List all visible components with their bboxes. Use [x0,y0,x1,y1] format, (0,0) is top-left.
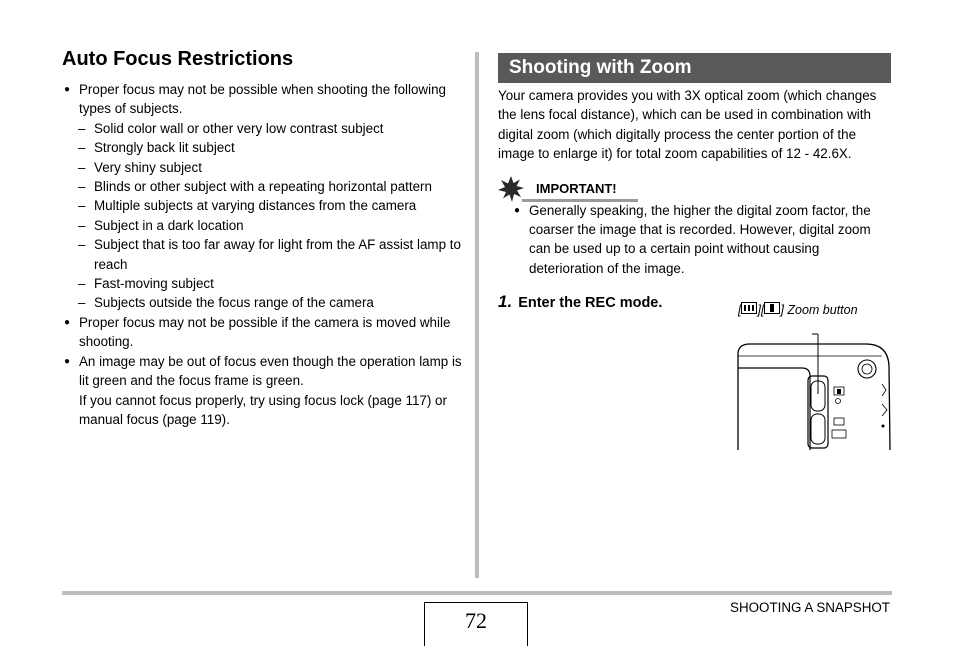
list-item [62,352,462,430]
bullet-text: Proper focus may not be possible when shooting the following types of subjects. [79,82,446,117]
step-text: Enter the REC mode. [518,295,663,311]
left-column [62,46,462,429]
bullet-icon: ● [514,204,521,216]
section-heading-auto-focus: Auto Focus Restrictions [62,48,294,70]
step-1 [498,292,662,312]
section-heading-zoom: Shooting with Zoom [498,53,891,83]
sub-list-item [62,293,462,312]
dash-icon: – [78,276,86,292]
caption-bracket: [ [738,303,742,317]
sub-list-item [62,274,462,293]
sub-list-item [62,216,462,235]
sub-list-item [62,119,462,138]
list-item [498,201,891,279]
dash-icon: – [78,179,86,195]
sub-list-item [62,177,462,196]
list-item [62,313,462,352]
right-column [498,53,891,278]
sub-list-item [62,235,462,274]
footer-section-name: SHOOTING A SNAPSHOT [730,600,890,615]
starburst-icon [498,176,524,202]
dash-icon: – [78,159,86,175]
important-list [498,201,891,279]
dash-icon: – [78,217,86,233]
sub-list-item [62,138,462,157]
bullet-note: If you cannot focus properly, try using focus lock (page 117) or manual focus (page 119). [79,392,447,427]
important-label: IMPORTANT! [536,180,617,196]
sub-list-item [62,196,462,215]
bullet-text: Proper focus may not be possible if the camera is moved while shooting. [79,314,451,350]
sub-list-text: Subject in a dark location [94,217,244,233]
zoom-button-caption [738,302,858,317]
step-number: 1. [498,292,513,311]
dash-icon: – [78,120,86,136]
sub-list-text: Subjects outside the focus range of the camera [94,295,374,311]
dash-icon: – [78,295,86,311]
sub-list-text: Strongly back lit subject [94,140,235,156]
bullet-icon: ● [64,84,71,95]
caption-text: ] Zoom button [780,303,858,317]
bullet-icon: ● [64,355,71,367]
dash-icon: – [78,198,86,214]
sub-list-text: Blinds or other subject with a repeating horizontal pattern [94,179,432,195]
bullet-text: Generally speaking, the higher the digital zoom factor, the coarser the image that is recorded. However, digital zoom can be used up to a certain point without causing deterioration of the image. [529,202,871,276]
zoom-intro-paragraph: Your camera provides you with 3X optical zoom (which changes the lens focal distance), which can be used in combination with digital zoom (which digitally process the center portion of the image to enlarge it) for total zoom capabilities of 12 - 42.6X. [498,88,877,162]
page-number: 72 [424,602,528,646]
bullet-icon: ● [64,316,71,328]
auto-focus-list [62,80,462,429]
sub-list-text: Solid color wall or other very low contrast subject [94,120,384,136]
footer-rule [62,591,892,595]
sub-list-text: Very shiny subject [94,159,202,175]
camera-illustration [732,316,892,450]
list-item [62,80,462,119]
sub-list-text: Subject that is too far away for light from the AF assist lamp to reach [94,237,461,272]
sub-list-text: Fast-moving subject [94,276,214,292]
dash-icon: – [78,237,86,253]
bullet-text: An image may be out of focus even though the operation lamp is lit green and the focus frame is green. [79,353,462,389]
column-divider [475,52,479,578]
dash-icon: – [78,140,86,156]
sub-list-text: Multiple subjects at varying distances from the camera [94,198,417,214]
caption-bracket: ][ [757,303,765,317]
sub-list-item [62,158,462,177]
